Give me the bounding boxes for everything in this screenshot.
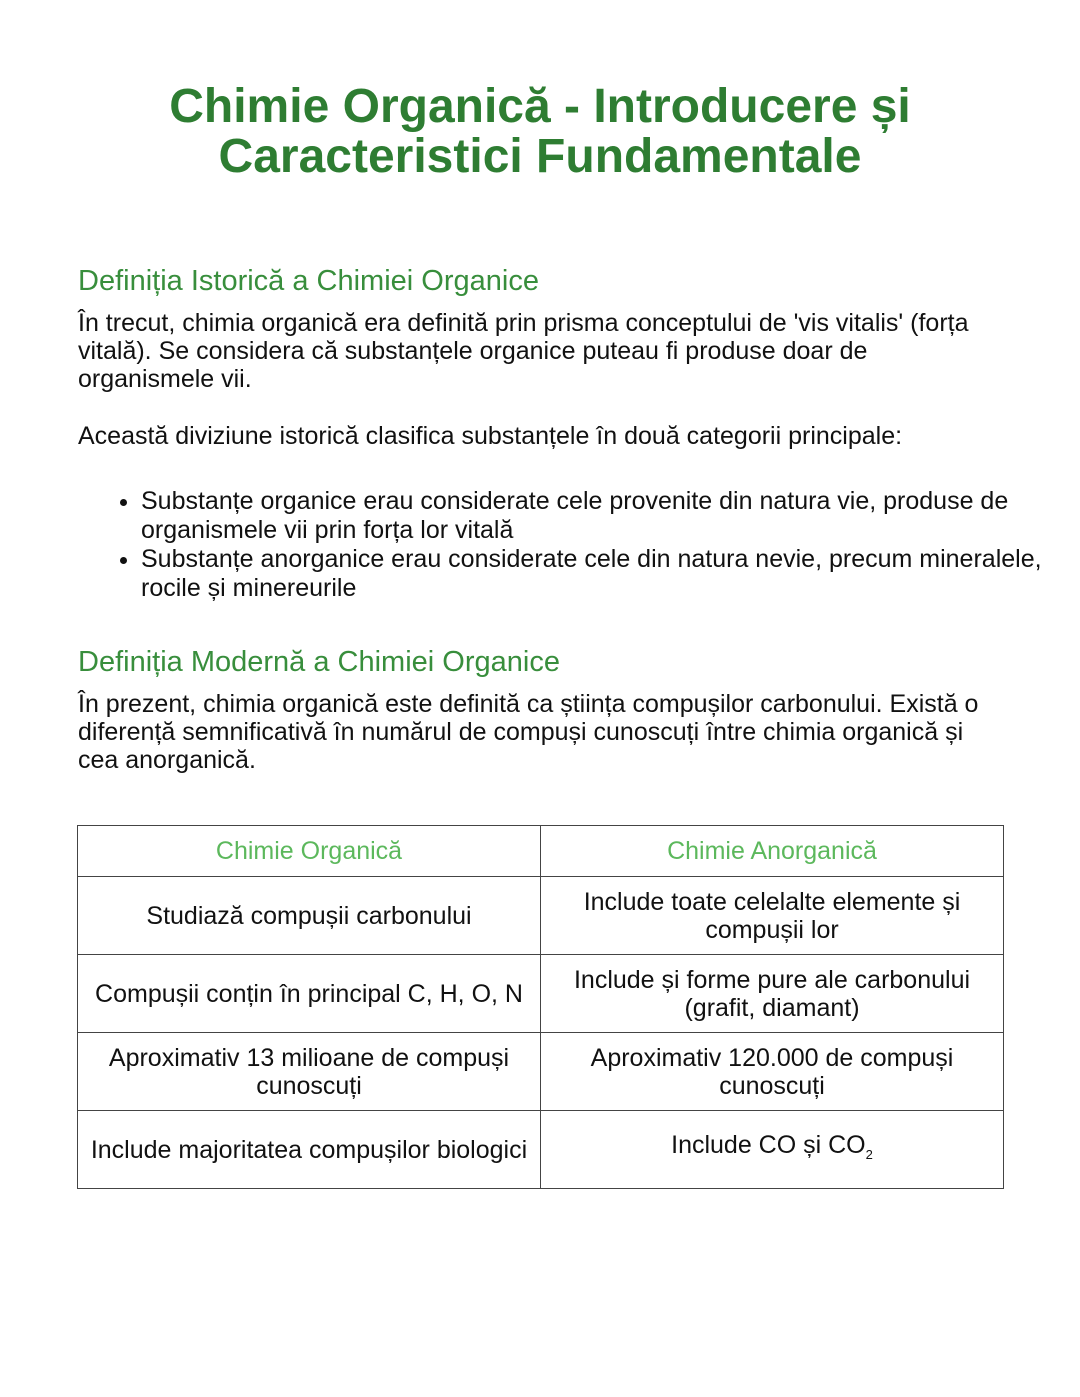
table-cell: Include toate celelalte elemente și compușii lor — [541, 877, 1004, 955]
page-title — [0, 82, 1080, 182]
table-row — [78, 1111, 1004, 1189]
modern-paragraph: În prezent, chimia organică este definită ca știința compușilor carbonului. Există o diferență semnificativă în numărul de compuși cunoscuți între chimia organică și cea anorganică. — [78, 690, 979, 774]
table-cell: Studiază compușii carbonului — [78, 877, 541, 955]
list-item: • Substanțe anorganice erau considerate cele din natura nevie, precum mineralele, rocile și minereurile — [141, 545, 1061, 603]
title-line-1: Chimie Organică - Introducere și — [169, 80, 911, 133]
table-row — [78, 1033, 1004, 1111]
historical-paragraph: În trecut, chimia organică era definită prin prisma conceptului de 'vis vitalis' (forța vitală). Se considera că substanțele organice puteau fi produse doar de organismele vii. — [78, 309, 969, 393]
list-item: • Substanțe organice erau considerate cele provenite din natura vie, produse de organismele vii prin forța lor vitală — [141, 487, 1061, 545]
category-list — [78, 487, 1061, 603]
table-cell — [541, 1111, 1004, 1189]
table-header-row — [78, 826, 1004, 877]
section-heading-historical: Definiția Istorică a Chimiei Organice — [78, 265, 539, 297]
table-row — [78, 877, 1004, 955]
section-heading-modern: Definiția Modernă a Chimiei Organice — [78, 646, 560, 678]
table-cell: Include majoritatea compușilor biologici — [78, 1111, 541, 1189]
title-line-2: Caracteristici Fundamentale — [218, 130, 862, 183]
table-row — [78, 955, 1004, 1033]
header-organic: Chimie Organică — [78, 826, 541, 877]
co-text: Include CO și CO — [671, 1130, 866, 1159]
header-inorganic: Chimie Anorganică — [541, 826, 1004, 877]
table-cell: Aproximativ 120.000 de compuși cunoscuți — [541, 1033, 1004, 1111]
table-cell: Include și forme pure ale carbonului (grafit, diamant) — [541, 955, 1004, 1033]
division-paragraph: Această diviziune istorică clasifica substanțele în două categorii principale: — [78, 422, 903, 450]
subscript-2: 2 — [865, 1146, 873, 1162]
table-cell: Compușii conțin în principal C, H, O, N — [78, 955, 541, 1033]
table-cell: Aproximativ 13 milioane de compuși cunoscuți — [78, 1033, 541, 1111]
comparison-table — [77, 825, 1004, 1189]
